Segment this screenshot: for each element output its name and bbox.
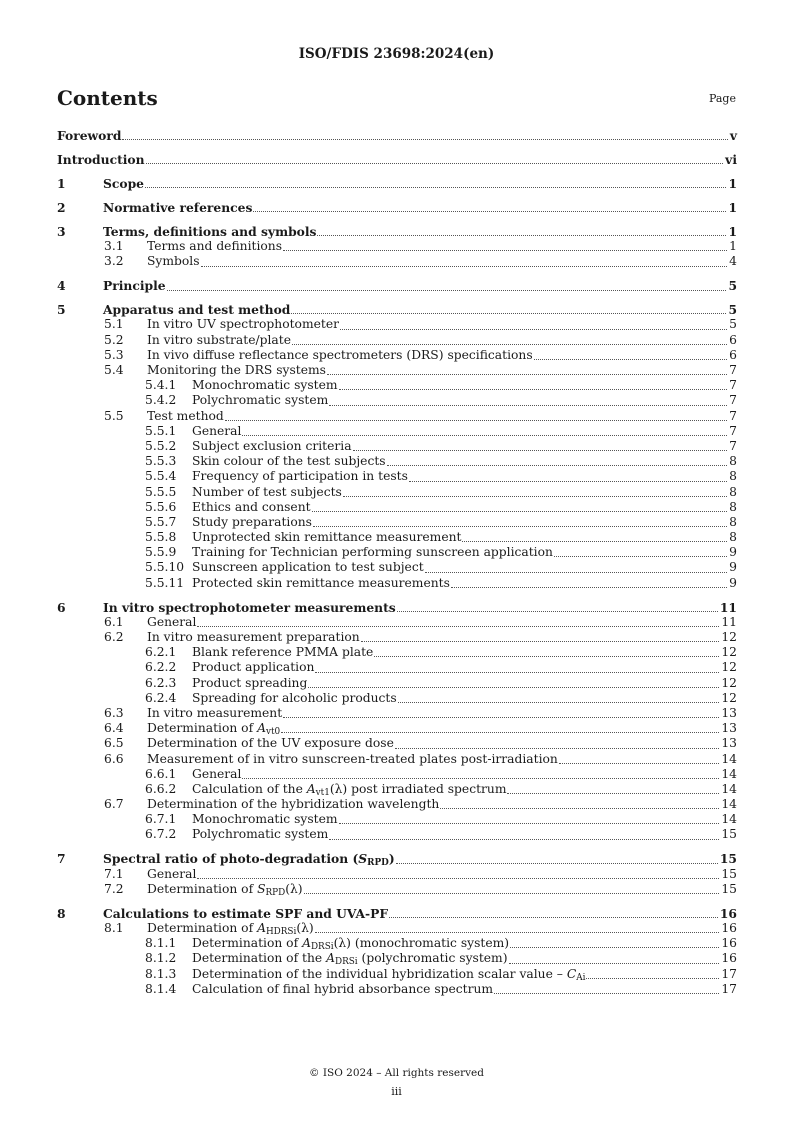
toc-entry-title: Terms and definitions xyxy=(147,239,283,254)
toc-entry-title: Determination of the $A_{DRSi}$ (polychromatic system) xyxy=(192,951,508,968)
toc-entry-page: 12 xyxy=(721,690,737,705)
toc-entry[interactable] xyxy=(57,812,737,827)
toc-entry-page: 12 xyxy=(721,675,737,690)
toc-entry-page: 1 xyxy=(729,239,737,254)
toc-entry[interactable] xyxy=(57,515,737,530)
toc-entry-title: General xyxy=(147,866,197,881)
toc-entry[interactable] xyxy=(57,424,737,439)
toc-entry-title: Monitoring the DRS systems xyxy=(147,363,326,378)
toc-entry-number: 5.5.10 xyxy=(145,560,185,575)
toc-entry-number: 6.6.2 xyxy=(145,781,177,796)
toc-entry[interactable] xyxy=(57,317,737,332)
dot-leader xyxy=(242,424,727,436)
toc-entry-number: 3 xyxy=(57,223,66,239)
toc-entry-number: 6.5 xyxy=(104,736,124,751)
toc-entry[interactable] xyxy=(57,851,737,869)
toc-entry-page: 6 xyxy=(729,347,737,362)
toc-entry-page: 7 xyxy=(729,438,737,453)
toc-entry-page: 15 xyxy=(721,881,737,896)
toc-entry-number: 6 xyxy=(57,599,66,615)
toc-entry-number: 6.7.1 xyxy=(145,812,177,827)
toc-entry-page: 12 xyxy=(721,660,737,675)
toc-entry-number: 1 xyxy=(57,175,66,191)
toc-entry-page: 1 xyxy=(728,199,737,215)
toc-entry-number: 5.5.4 xyxy=(145,469,177,484)
toc-entry-title: Monochromatic system xyxy=(192,812,338,827)
toc-entry-page: 8 xyxy=(729,484,737,499)
toc-entry[interactable] xyxy=(57,752,737,767)
toc-entry-title: In vitro substrate/plate xyxy=(147,332,291,347)
toc-entry[interactable] xyxy=(57,882,737,897)
dot-leader xyxy=(308,676,719,688)
toc-entry-title: General xyxy=(192,423,242,438)
document-id: ISO/FDIS 23698:2024(en) xyxy=(298,46,495,62)
toc-entry-number: 8 xyxy=(57,905,66,921)
toc-entry-number: 6.6.1 xyxy=(145,766,177,781)
dot-leader xyxy=(440,797,719,809)
dot-leader xyxy=(225,409,727,421)
toc-entry[interactable] xyxy=(57,348,737,363)
toc-entry-title: Ethics and consent xyxy=(192,499,311,514)
dot-leader xyxy=(509,951,720,963)
toc-entry[interactable] xyxy=(57,951,737,966)
toc-entry[interactable] xyxy=(57,469,737,484)
dot-leader xyxy=(312,500,728,512)
toc-entry[interactable] xyxy=(57,967,737,982)
toc-entry[interactable] xyxy=(57,660,737,675)
toc-entry-number: 8.1.4 xyxy=(145,981,177,996)
toc-entry[interactable] xyxy=(57,615,737,630)
toc-entry-page: 9 xyxy=(729,575,737,590)
toc-entry-number: 5.3 xyxy=(104,347,124,362)
toc-entry-page: 1 xyxy=(728,175,737,191)
dot-leader xyxy=(315,921,720,933)
toc-entry-title: Scope xyxy=(103,175,144,191)
toc-entry-number: 8.1.3 xyxy=(145,966,177,981)
dot-leader xyxy=(197,867,719,879)
dot-leader xyxy=(398,691,720,703)
toc-entry-number: 5.4 xyxy=(104,363,124,378)
toc-entry-page: 5 xyxy=(728,302,737,318)
toc-entry-number: 2 xyxy=(57,199,66,215)
toc-entry-number: 5.4.1 xyxy=(145,378,177,393)
toc-entry-title: Spectral ratio of photo-degradation $(S_{RPD})$ xyxy=(103,851,395,869)
toc-entry-title: Unprotected skin remittance measurement xyxy=(192,530,462,545)
toc-entry-number: 3.2 xyxy=(104,254,124,269)
toc-entry-title: Determination of $A_{HDRSi}(\lambda)$ xyxy=(147,920,314,938)
toc-entry-page: 8 xyxy=(729,530,737,545)
toc-entry-title: Polychromatic system xyxy=(192,827,329,842)
dot-leader xyxy=(281,721,719,733)
toc-entry-page: 8 xyxy=(729,454,737,469)
toc-entry[interactable] xyxy=(57,545,737,560)
toc-entry[interactable] xyxy=(57,500,737,515)
toc-entry-title: Normative references xyxy=(103,199,253,215)
toc-entry-number: 6.7.2 xyxy=(145,827,177,842)
toc-entry-page: 7 xyxy=(729,408,737,423)
dot-leader xyxy=(313,515,727,527)
toc-entry-number: 7.1 xyxy=(104,866,124,881)
toc-entry[interactable] xyxy=(57,736,737,751)
toc-entry-title: Protected skin remittance measurements xyxy=(192,575,450,590)
toc-entry[interactable] xyxy=(57,393,737,408)
toc-entry-title: Calculation of the $A_{vt1}(\lambda)$ post irradiated spectrum xyxy=(192,781,507,799)
toc-entry-number: 5.1 xyxy=(104,317,124,332)
toc-entry-page: 16 xyxy=(721,936,737,951)
toc-entry-page: vi xyxy=(725,151,737,167)
toc-entry[interactable] xyxy=(57,645,737,660)
dot-leader xyxy=(315,660,719,672)
dot-leader xyxy=(339,812,720,824)
toc-entry-number: 5.5.11 xyxy=(145,575,185,590)
toc-entry-number: 6.7 xyxy=(104,797,124,812)
toc-entry[interactable] xyxy=(57,691,737,706)
copyright-notice: © ISO 2024 – All rights reserved xyxy=(309,1067,484,1079)
toc-entry[interactable] xyxy=(57,530,737,545)
toc-entry-title: Product spreading xyxy=(192,675,308,690)
toc-entry-title: Frequency of participation in tests xyxy=(192,469,408,484)
toc-entry-page: 1 xyxy=(728,223,737,239)
toc-entry-title: General xyxy=(147,614,197,629)
toc-entry-page: 15 xyxy=(721,827,737,842)
dot-leader xyxy=(343,485,727,497)
toc-entry[interactable] xyxy=(57,936,737,951)
toc-entry-number: 5.2 xyxy=(104,332,124,347)
toc-entry-title: Determination of $A_{vt0}$ xyxy=(147,721,281,738)
dot-leader xyxy=(397,600,718,612)
dot-leader xyxy=(395,736,719,748)
toc-entry[interactable] xyxy=(57,576,737,591)
toc-entry-title: Polychromatic system xyxy=(192,393,329,408)
dot-leader xyxy=(361,630,720,642)
toc-entry-title: Terms, definitions and symbols xyxy=(103,223,317,239)
dot-leader xyxy=(396,851,718,863)
toc-entry-number: 7 xyxy=(57,851,66,867)
toc-entry-number: 5.5.3 xyxy=(145,454,177,469)
toc-entry[interactable] xyxy=(57,600,737,615)
dot-leader xyxy=(340,317,727,329)
toc-entry-page: 14 xyxy=(721,766,737,781)
dot-leader xyxy=(462,530,727,542)
toc-entry-title: Spreading for alcoholic products xyxy=(192,690,397,705)
toc-entry[interactable] xyxy=(57,630,737,645)
toc-entry-page: 4 xyxy=(729,254,737,269)
toc-entry-number: 4 xyxy=(57,278,66,294)
toc-entry-page: 9 xyxy=(729,545,737,560)
toc-entry-title: Study preparations xyxy=(192,514,312,529)
toc-entry-number: 8.1.1 xyxy=(145,936,177,951)
toc-entry-page: 14 xyxy=(721,751,737,766)
toc-entry-page: 14 xyxy=(721,797,737,812)
toc-entry[interactable] xyxy=(57,454,737,469)
dot-leader xyxy=(451,576,727,588)
toc-entry-number: 5.5.2 xyxy=(145,438,177,453)
toc-entry[interactable] xyxy=(57,239,737,254)
toc-entry-number: 6.4 xyxy=(104,721,124,736)
contents-title: Contents xyxy=(57,86,158,110)
toc-entry[interactable] xyxy=(57,721,737,736)
toc-entry-page: 7 xyxy=(729,423,737,438)
toc-entry-title: Product application xyxy=(192,660,315,675)
dot-leader xyxy=(559,752,720,764)
toc-entry-title: Number of test subjects xyxy=(192,484,342,499)
toc-entry-title: Calculation of final hybrid absorbance spectrum xyxy=(192,981,494,996)
dot-leader xyxy=(507,782,719,794)
dot-leader xyxy=(554,545,727,557)
toc-entry[interactable] xyxy=(57,302,737,317)
toc-entry[interactable] xyxy=(57,797,737,812)
toc-entry-number: 5.4.2 xyxy=(145,393,177,408)
dot-leader xyxy=(339,378,728,390)
toc-entry-page: 16 xyxy=(721,920,737,935)
dot-leader xyxy=(353,439,728,451)
toc-entry-title: Principle xyxy=(103,278,166,294)
dot-leader xyxy=(291,302,726,314)
toc-entry-number: 5.5.1 xyxy=(145,423,177,438)
toc-entry-title: Subject exclusion criteria xyxy=(192,438,352,453)
toc-entry-page: 8 xyxy=(729,499,737,514)
toc-entry-page: 17 xyxy=(721,966,737,981)
toc-entry-number: 6.2.2 xyxy=(145,660,177,675)
toc-entry[interactable] xyxy=(57,278,737,293)
toc-entry[interactable] xyxy=(57,782,737,797)
toc-entry-page: 17 xyxy=(721,981,737,996)
toc-entry[interactable] xyxy=(57,560,737,575)
toc-entry-page: 13 xyxy=(721,705,737,720)
toc-entry[interactable] xyxy=(57,333,737,348)
toc-entry[interactable] xyxy=(57,152,737,167)
toc-entry[interactable] xyxy=(57,827,737,842)
toc-entry-number: 3.1 xyxy=(104,239,124,254)
toc-entry-title: Determination of the hybridization wavelength xyxy=(147,797,440,812)
toc-entry-page: 15 xyxy=(719,851,737,867)
toc-entry-number: 6.2.1 xyxy=(145,645,177,660)
toc-entry-title: Test method xyxy=(147,408,224,423)
toc-entry-page: 11 xyxy=(719,599,737,615)
toc-entry-number: 7.2 xyxy=(104,881,124,896)
toc-entry-title: Sunscreen application to test subject xyxy=(192,560,424,575)
toc-entry-number: 6.2.3 xyxy=(145,675,177,690)
toc-entry-title: In vitro spectrophotometer measurements xyxy=(103,599,396,615)
toc-entry[interactable] xyxy=(57,200,737,215)
toc-entry-number: 6.3 xyxy=(104,705,124,720)
dot-leader xyxy=(283,706,719,718)
page-column-label: Page xyxy=(708,92,736,105)
toc-entry-page: 13 xyxy=(721,736,737,751)
toc-entry-title: Measurement of in vitro sunscreen-treated plates post-irradiation xyxy=(147,751,558,766)
dot-leader xyxy=(409,469,727,481)
toc-entry-title: Introduction xyxy=(57,151,145,167)
toc-entry-page: 7 xyxy=(729,378,737,393)
dot-leader xyxy=(145,176,726,188)
toc-entry-page: 8 xyxy=(729,469,737,484)
toc-entry[interactable] xyxy=(57,254,737,269)
toc-entry-title: In vitro measurement xyxy=(147,705,283,720)
toc-entry-number: 5.5.7 xyxy=(145,514,177,529)
toc-entry[interactable] xyxy=(57,767,737,782)
toc-entry[interactable] xyxy=(57,706,737,721)
dot-leader xyxy=(317,224,726,236)
toc-entry-title: In vitro measurement preparation xyxy=(147,630,360,645)
toc-entry[interactable] xyxy=(57,485,737,500)
toc-entry-page: 14 xyxy=(721,812,737,827)
toc-entry-page: 16 xyxy=(721,951,737,966)
dot-leader xyxy=(292,333,727,345)
dot-leader xyxy=(389,906,718,918)
toc-entry-title: In vitro UV spectrophotometer xyxy=(147,317,339,332)
toc-entry[interactable] xyxy=(57,867,737,882)
toc-entry-title: Determination of $S_{RPD}(\lambda)$ xyxy=(147,881,303,899)
dot-leader xyxy=(146,152,724,164)
toc-entry-page: 6 xyxy=(729,332,737,347)
page-number: iii xyxy=(391,1085,402,1098)
toc-entry-page: 16 xyxy=(719,905,737,921)
toc-entry-page: 7 xyxy=(729,363,737,378)
dot-leader xyxy=(327,363,727,375)
toc-entry-number: 8.1.2 xyxy=(145,951,177,966)
toc-entry-title: General xyxy=(192,766,242,781)
toc-entry-number: 6.2.4 xyxy=(145,690,177,705)
dot-leader xyxy=(197,615,719,627)
toc-entry-number: 8.1 xyxy=(104,920,124,935)
toc-entry-title: Symbols xyxy=(147,254,200,269)
dot-leader xyxy=(494,982,719,994)
dot-leader xyxy=(329,393,727,405)
toc-entry-title: Blank reference PMMA plate xyxy=(192,645,374,660)
toc-entry[interactable] xyxy=(57,176,737,191)
toc-entry[interactable] xyxy=(57,378,737,393)
toc-entry-number: 5.5.6 xyxy=(145,499,177,514)
dot-leader xyxy=(242,767,719,779)
toc-entry-page: v xyxy=(729,128,737,143)
dot-leader xyxy=(586,967,719,979)
toc-entry-title: Apparatus and test method xyxy=(103,302,291,318)
toc-entry-page: 8 xyxy=(729,514,737,529)
dot-leader xyxy=(283,239,727,251)
dot-leader xyxy=(329,827,719,839)
dot-leader xyxy=(425,560,728,572)
toc-entry-title: Training for Technician performing sunscreen application xyxy=(192,545,553,560)
toc-entry-title: Skin colour of the test subjects xyxy=(192,454,386,469)
toc-entry[interactable] xyxy=(57,921,737,936)
dot-leader xyxy=(534,348,728,360)
toc-entry-title: Determination of $A_{DRSi}(\lambda)$ (monochromatic system) xyxy=(192,936,510,953)
toc-entry-title: Determination of the individual hybridization scalar value – $C_{Ai}$ xyxy=(192,966,586,983)
toc-entry[interactable] xyxy=(57,224,737,239)
toc-entry-page: 13 xyxy=(721,721,737,736)
toc-entry-page: 5 xyxy=(729,317,737,332)
toc-entry-page: 12 xyxy=(721,645,737,660)
toc-entry-number: 5.5 xyxy=(104,408,124,423)
toc-entry-number: 6.2 xyxy=(104,630,124,645)
toc-entry-page: 14 xyxy=(721,781,737,796)
toc-entry-page: 5 xyxy=(728,278,737,294)
toc-entry-page: 11 xyxy=(721,614,737,629)
dot-leader xyxy=(253,200,726,212)
toc-entry[interactable] xyxy=(57,982,737,997)
toc-entry-page: 9 xyxy=(729,560,737,575)
toc-entry-number: 5.5.8 xyxy=(145,530,177,545)
dot-leader xyxy=(304,882,720,894)
toc-entry[interactable] xyxy=(57,439,737,454)
toc-entry-number: 6.1 xyxy=(104,614,124,629)
toc-entry-title: In vivo diffuse reflectance spectrometers (DRS) specifications xyxy=(147,347,533,362)
dot-leader xyxy=(122,128,727,140)
dot-leader xyxy=(510,936,719,948)
toc-entry-number: 6.6 xyxy=(104,751,124,766)
toc-entry-page: 7 xyxy=(729,393,737,408)
toc-entry-title: Calculations to estimate SPF and UVA-PF xyxy=(103,905,389,921)
toc-entry-number: 5.5.5 xyxy=(145,484,177,499)
toc-entry-page: 12 xyxy=(721,630,737,645)
toc-entry-title: Monochromatic system xyxy=(192,378,338,393)
dot-leader xyxy=(374,645,719,657)
table-of-contents xyxy=(57,128,737,997)
toc-entry[interactable] xyxy=(57,409,737,424)
toc-entry[interactable] xyxy=(57,363,737,378)
toc-entry[interactable] xyxy=(57,676,737,691)
toc-entry-number: 5 xyxy=(57,302,66,318)
toc-entry-number: 5.5.9 xyxy=(145,545,177,560)
toc-entry-page: 15 xyxy=(721,866,737,881)
dot-leader xyxy=(387,454,728,466)
dot-leader xyxy=(201,254,728,266)
toc-entry-title: Foreword xyxy=(57,128,122,143)
toc-entry[interactable] xyxy=(57,906,737,921)
toc-entry[interactable] xyxy=(57,128,737,143)
toc-entry-title: Determination of the UV exposure dose xyxy=(147,736,394,751)
dot-leader xyxy=(167,278,727,290)
